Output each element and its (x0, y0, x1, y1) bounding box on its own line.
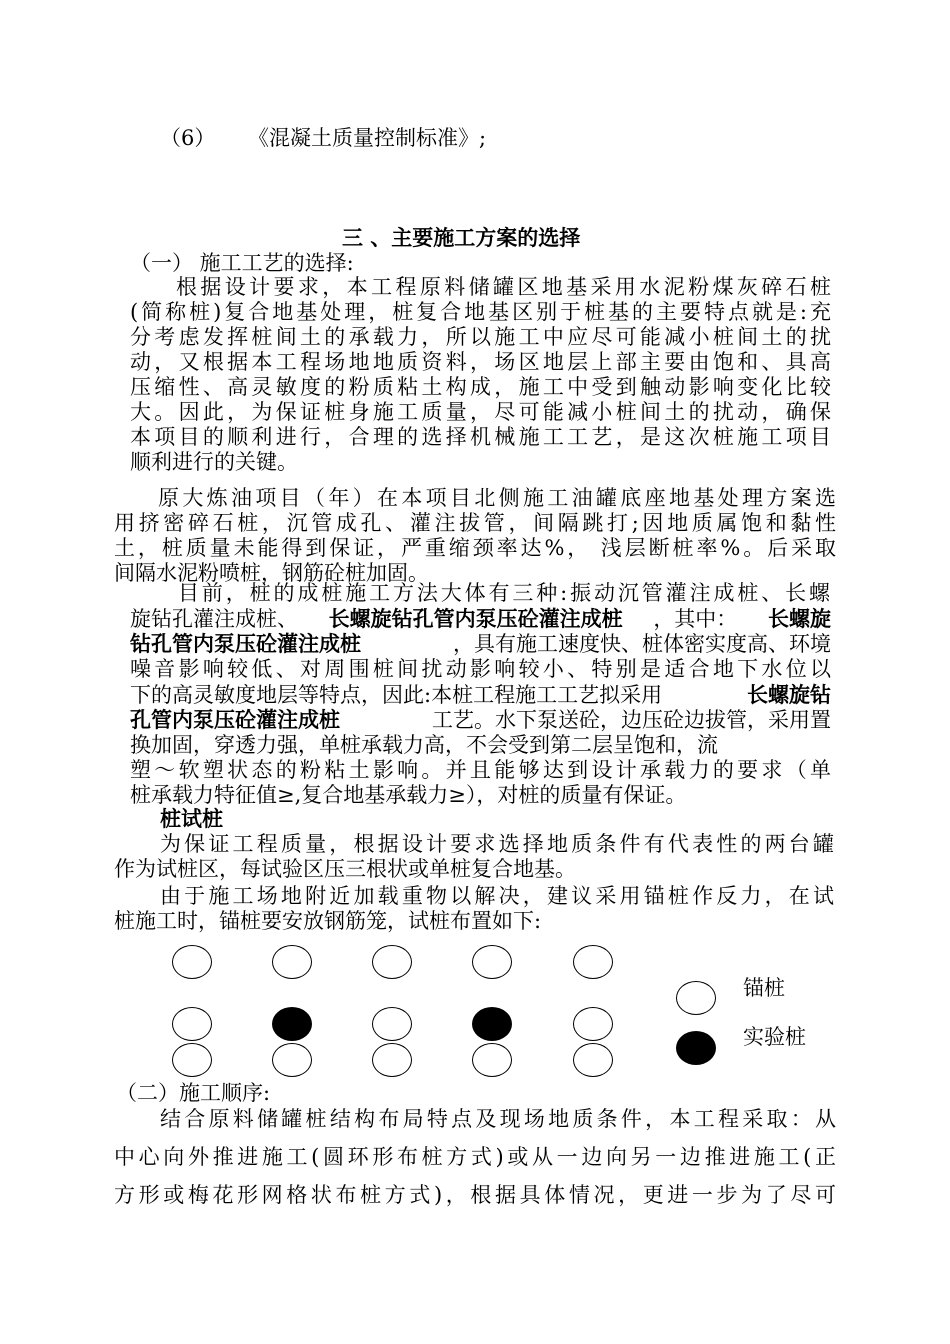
paragraph-line: 桩施工时，锚桩要安放钢筋笼，试桩布置如下: (114, 909, 542, 933)
paragraph-line: 桩承载力特征值≥,复合地基承载力≥），对桩的质量有保证。 (130, 783, 687, 807)
paragraph-line: 作为试桩区，每试验区压三根状或单桩复合地基。 (114, 857, 576, 881)
paragraph-line: 根据设计要求，本工程原料储罐区地基采用水泥粉煤灰碎石桩 (176, 275, 831, 299)
emphasis-method: 长螺旋钻 (747, 682, 831, 707)
legend-test-pile-label: 实验桩 (743, 1025, 806, 1049)
subsection-heading-1: （一） 施工工艺的选择: (130, 251, 354, 275)
paragraph-line: 塑～软塑状态的粉粘土影响。并且能够达到设计承载力的要求（单 (130, 758, 831, 782)
subsection-heading-2: （二）施工顺序: (116, 1081, 271, 1105)
paragraph-line: 顺利进行的关键。 (130, 450, 298, 474)
text-run: 下的高灵敏度地层等特点，因此:本桩工程施工工艺拟采用 (130, 683, 663, 707)
paragraph-line-mixed (130, 606, 831, 632)
paragraph-line: 由于施工场地附近加载重物以解决，建议采用锚桩作反力，在试 (160, 884, 834, 908)
paragraph-line: 土，桩质量未能得到保证，严重缩颈率达%， 浅层断桩率%。后采取 (114, 536, 836, 560)
paragraph-line: 目前，桩的成桩施工方法大体有三种:振动沉管灌注成桩、长螺 (178, 581, 830, 605)
paragraph-line: 噪音影响较低、对周围桩间扰动影响较小、特别是适合地下水位以 (130, 657, 831, 681)
paragraph-line: 间隔水泥粉喷桩，钢筋砼桩加固。 (114, 561, 429, 585)
paragraph-line: 大。因此，为保证桩身施工质量，尽可能减小桩间土的扰动，确保 (130, 400, 831, 424)
text-run: ，具有施工速度快、桩体密实度高、环境 (453, 632, 831, 656)
paragraph-line: (简称桩)复合地基处理，桩复合地基区别于桩基的主要特点就是:充 (130, 300, 831, 324)
anchor-pile-marker (573, 1007, 613, 1041)
emphasis-method: 钻孔管内泵压砼灌注成桩 (130, 631, 361, 656)
anchor-pile-marker (272, 945, 312, 979)
section-heading: 三 、主要施工方案的选择 (342, 225, 581, 250)
paragraph-line: 中心向外推进施工(圆环形布桩方式)或从一边向另一边推进施工(正 (114, 1145, 836, 1169)
list-item-number: （6） (160, 126, 216, 150)
paragraph-line-mixed (130, 707, 831, 733)
paragraph-line: 换加固，穿透力强，单桩承载力高，不会受到第二层呈饱和，流 (130, 733, 718, 757)
paragraph-line: 原大炼油项目（年）在本项目北侧施工油罐底座地基处理方案选 (158, 486, 836, 510)
paragraph-line: 分考虑发挥桩间土的承载力，所以施工中应尽可能减小桩间土的扰 (130, 325, 831, 349)
standard-reference: 《混凝土质量控制标准》; (248, 126, 487, 150)
emphasis-method: 孔管内泵压砼灌注成桩 (130, 707, 340, 732)
anchor-pile-marker (573, 1043, 613, 1077)
text-run: ，其中： (653, 607, 738, 631)
paragraph-line: 为保证工程质量，根据设计要求选择地质条件有代表性的两台罐 (160, 832, 834, 856)
emphasis-method: 长螺旋 (767, 606, 831, 631)
anchor-pile-marker (372, 1007, 412, 1041)
paragraph-line: 动，又根据本工程场地地质资料，场区地层上部主要由饱和、具高 (130, 350, 831, 374)
test-pile-marker (272, 1007, 312, 1041)
paragraph-line: 方形或梅花形网格状布桩方式)，根据具体情况，更进一步为了尽可 (114, 1183, 836, 1207)
legend-test-pile-marker (676, 1031, 716, 1065)
paragraph-line: 用挤密碎石桩，沉管成孔、灌注拔管，间隔跳打;因地质属饱和黏性 (114, 511, 836, 535)
anchor-pile-marker (172, 945, 212, 979)
text-run: 工艺。水下泵送砼，边压砼边拔管，采用置 (432, 708, 831, 732)
anchor-pile-marker (372, 1043, 412, 1077)
paragraph-line-mixed (130, 631, 831, 657)
anchor-pile-marker (472, 945, 512, 979)
legend-anchor-pile-label: 锚桩 (743, 976, 785, 1000)
anchor-pile-marker (573, 945, 613, 979)
anchor-pile-marker (272, 1043, 312, 1077)
paragraph-line: 本项目的顺利进行，合理的选择机械施工工艺，是这次桩施工项目 (130, 425, 831, 449)
anchor-pile-marker (172, 1043, 212, 1077)
test-pile-heading: 桩试桩 (160, 806, 223, 831)
emphasis-method: 长螺旋钻孔管内泵压砼灌注成桩 (328, 606, 623, 631)
paragraph-line: 压缩性、高灵敏度的粉质粘土构成，施工中受到触动影响变化比较 (130, 375, 831, 399)
legend-anchor-pile-marker (676, 981, 716, 1015)
paragraph-line-mixed (130, 682, 831, 708)
anchor-pile-marker (472, 1043, 512, 1077)
paragraph-line: 结合原料储罐桩结构布局特点及现场地质条件，本工程采取：从 (160, 1107, 836, 1131)
anchor-pile-marker (372, 945, 412, 979)
test-pile-marker (472, 1007, 512, 1041)
text-run: 旋钻孔灌注成桩、 (130, 607, 298, 631)
anchor-pile-marker (172, 1007, 212, 1041)
